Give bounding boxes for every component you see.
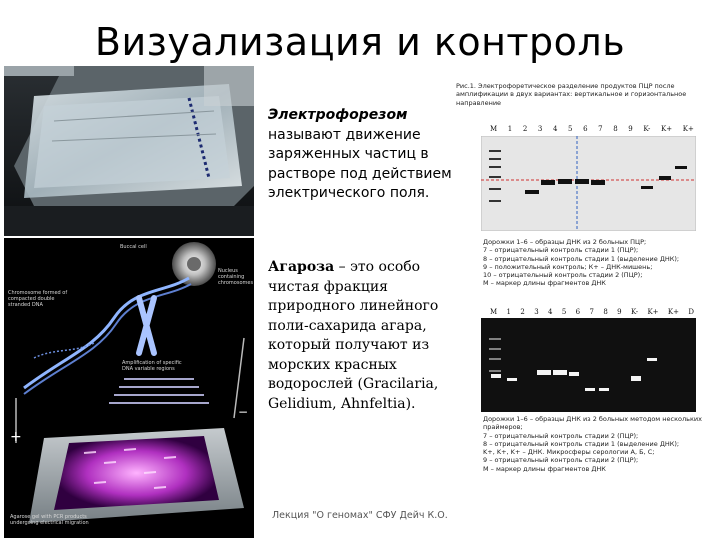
gel-box-image <box>4 66 254 236</box>
gel-lane-label: 3 <box>537 125 543 133</box>
gel-lane-label: K+ <box>682 125 694 133</box>
electrophoresis-text: называют движение заряженных частиц в растворе под действием электрического поля. <box>268 126 452 201</box>
dna-illustration-image <box>4 238 254 538</box>
figure-description-line: 7 – отрицательный контроль стадии 1 (ПЦР); <box>483 246 639 255</box>
gel-lane-label: K+ <box>661 125 673 133</box>
slide-footer: Лекция "О геномах" СФУ Дейч К.О. <box>272 510 448 521</box>
figure-description-line: М – маркер длины фрагментов ДНК <box>483 464 606 473</box>
gel-2-svg <box>481 318 696 412</box>
gel-lane-label: 4 <box>552 125 558 133</box>
figure-description-line: 9 – положительный контроль; К+ – ДНК-мишень; <box>483 262 653 271</box>
gel-lane-label: 1 <box>507 125 513 133</box>
gel-lane-label: 9 <box>628 125 633 133</box>
figure-description-line: Дорожки 1–6 – образцы ДНК из 2 больных ПЦР; <box>483 238 647 246</box>
electrophoresis-definition <box>268 106 464 204</box>
agarose-text: – это особо чистая фракция природного линейного поли-сахарида агара, который получают из морских красных водорослей (Gracilaria, Gelidium, Ahnfeltia). <box>268 259 439 412</box>
figure-description-line: М – маркер длины фрагментов ДНК <box>483 279 606 288</box>
gel-lane-label: 4 <box>548 308 553 316</box>
gel-lane-label: 2 <box>520 308 525 316</box>
label-agarose-gel: Agarose gel with PCR products undergoing electrical migration <box>10 514 89 526</box>
label-chromosome: Chromosome formed of compacted double stranded DNA <box>8 290 68 308</box>
gel-1-lane-labels <box>490 125 694 133</box>
gel-lane-label: 7 <box>589 308 594 316</box>
gel-lane-label: 8 <box>613 125 618 133</box>
gel-box-photo <box>4 66 254 236</box>
gel-2-image <box>481 318 696 412</box>
gel-lane-label: 5 <box>568 125 573 133</box>
figure-description-line: 9 – отрицательный контроль стадии 2 (ПЦР); <box>483 456 639 465</box>
plus-sign: + <box>10 429 22 445</box>
figure-description-line: 8 – отрицательный контроль стадии 1 (выделение ДНК); <box>483 439 680 448</box>
agarose-term: Агароза <box>268 259 335 275</box>
figure-2-description <box>483 415 715 473</box>
figure-description-line: 7 – отрицательный контроль стадии 2 (ПЦР); <box>483 431 639 440</box>
gel-lane-label: 3 <box>534 308 539 316</box>
dna-pcr-illustration <box>4 238 254 538</box>
figure-description-line: 10 – отрицательный контроль стадии 2 (ПЦР); <box>483 271 643 280</box>
figure-description-line: Дорожки 1–6 – образцы ДНК из 2 больных методом нескольких <box>483 415 702 423</box>
gel-lane-label: 9 <box>617 308 622 316</box>
label-nucleus: Nucleus containing chromosomes <box>218 268 254 286</box>
gel-lane-label: D <box>688 308 694 316</box>
gel-lane-label: K- <box>630 308 639 316</box>
label-buccal-cell: Buccal cell <box>120 244 147 250</box>
gel-lane-label: 1 <box>506 308 511 316</box>
figure-1-description <box>483 238 715 288</box>
gel-lane-label: M <box>490 308 498 316</box>
gel-1-image <box>481 136 696 231</box>
gel-lane-label: 6 <box>575 308 581 316</box>
gel-lane-label: 2 <box>522 125 528 133</box>
figure-1-caption: Рис.1. Электрофоретическое разделение продуктов ПЦР после амплификации в двух вариантах: вертикальное и горизонтальное направление <box>456 82 687 107</box>
gel-lane-label: 6 <box>583 125 588 133</box>
gel-lane-label: K+ <box>647 308 659 316</box>
slide-title: Визуализация и контроль <box>94 20 626 64</box>
electrophoresis-term: Электрофорезом <box>268 107 408 123</box>
figure-description-line: праймеров; <box>483 423 523 432</box>
gel-lane-label: 5 <box>561 308 567 316</box>
gel-lane-label: K- <box>643 125 651 133</box>
figure-description-line: K+, K+, K+ – ДНК. Микросферы серологии А, Б, С; <box>483 448 655 457</box>
gel-1-svg <box>481 136 696 231</box>
figure-description-line: 8 – отрицательный контроль стадии 1 (выделение ДНК); <box>483 254 680 263</box>
minus-sign: − <box>238 405 249 419</box>
agarose-definition <box>268 258 464 414</box>
gel-lane-label: 7 <box>598 125 603 133</box>
gel-lane-label: 8 <box>603 308 608 316</box>
label-amplification: Amplification of specific DNA variable regions <box>122 360 182 372</box>
gel-lane-label: M <box>490 125 498 133</box>
gel-2-lane-labels <box>490 308 694 316</box>
gel-lane-label: K+ <box>667 308 680 316</box>
